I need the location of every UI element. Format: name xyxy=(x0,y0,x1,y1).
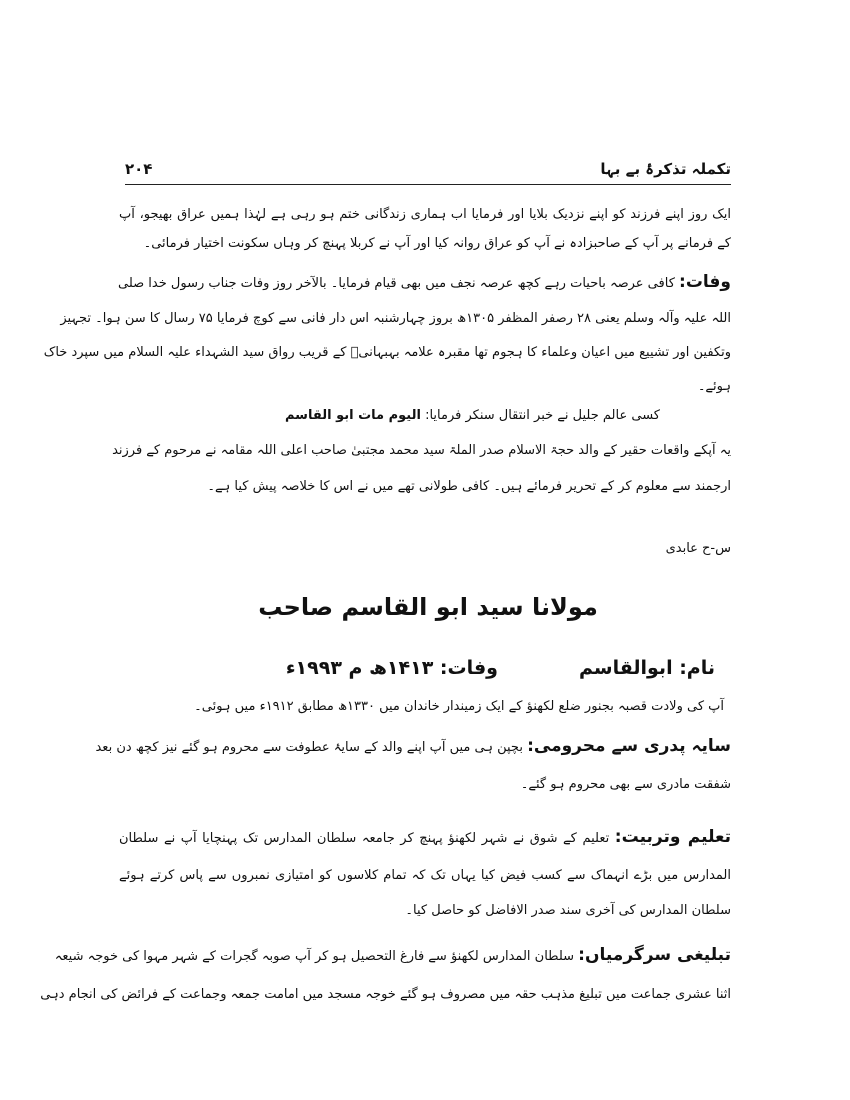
taleem-heading: تعلیم وتربیت: xyxy=(614,827,731,847)
wafat-line-2: اللہ علیہ وآلہ وسلم یعنی ۲۸ رصفر المظفر ۱۳۰۵ھ بروز چہارشنبہ اس دار فانی سے کوچ فرمایا ۷۵ رسال کا سن ہوا۔ تجہیز xyxy=(60,311,731,326)
saya-text-1: بچپن ہی میں آپ اپنے والد کے سایۂ عطوفت سے محروم ہو گئے نیز کچھ دن بعد xyxy=(95,740,523,755)
wafat-heading: وفات: xyxy=(679,272,731,292)
death-label: وفات: ۱۴۱۳ھ م ۱۹۹۳ء xyxy=(285,657,498,679)
intro-line-2: کے فرمانے پر آپ کے صاحبزادہ نے آپ کو عراق روانہ کیا اور آپ نے کربلا پہنچ کر وہاں سکونت اختیار فرمائی۔ xyxy=(143,236,731,251)
author-signature: س-ح عابدی xyxy=(665,541,731,556)
tabligh-text-1: سلطان المدارس لکھنؤ سے فارغ التحصیل ہو کر آپ صوبہ گجرات کے شہر مہوا کی خوجہ شیعہ xyxy=(54,949,575,964)
taleem-line-1 xyxy=(119,827,731,849)
wafat-line-4: ہوئے۔ xyxy=(697,379,731,394)
tabligh-line-1 xyxy=(54,945,731,967)
quote-prefix: کسی عالم جلیل نے خبر انتقال سنکر فرمایا: xyxy=(425,408,660,423)
tabligh-heading: تبلیغی سرگرمیاں: xyxy=(578,945,731,965)
wafat-line-3: وتکفین اور تشییع میں اعیان وعلماء کا ہجوم تھا مقبرہ علامہ بہبہانیؒ کے قریب رواق سید الشہداء علیہ السلام میں سپرد خاک xyxy=(43,345,731,360)
intro-line-1: ایک روز اپنے فرزند کو اپنے نزدیک بلایا اور فرمایا اب ہماری زندگانی ختم ہو رہی ہے لہٰذا ہمیں عراق بھیجو، آپ xyxy=(119,207,731,222)
quote-arabic: الیوم مات ابو القاسم xyxy=(284,408,421,423)
wafat-line-1 xyxy=(119,272,731,294)
taleem-text-1: تعلیم کے شوق نے شہر لکھنؤ پہنچ کر جامعہ سلطان المدارس تک پہنچایا آپ نے سلطان xyxy=(119,831,610,846)
birth-line: آپ کی ولادت قصبہ بجنور ضلع لکھنؤ کے ایک زمیندار خاندان میں ۱۳۳۰ھ مطابق ۱۹۱۲ء میں ہوئی۔ xyxy=(194,699,724,714)
wafat-text-1: کافی عرصہ باحیات رہے کچھ عرصہ نجف میں بھی قیام فرمایا۔ بالآخر روز وفات جناب رسول خدا صلی xyxy=(118,276,675,291)
page-header xyxy=(125,160,731,185)
source-line-1: یہ آپکے واقعات حقیر کے والد حجۃ الاسلام صدر الملۃ سید محمد مجتبیٰ صاحب اعلی اللہ مقامہ نے مرحوم کے فرزند xyxy=(112,443,731,458)
taleem-line-3: سلطان المدارس کی آخری سند صدر الافاضل کو حاصل کیا۔ xyxy=(405,903,731,918)
biography-title: مولانا سید ابو القاسم صاحب xyxy=(258,593,598,621)
page-number: ۲۰۴ xyxy=(125,160,153,178)
tabligh-line-2: اثنا عشری جماعت میں تبلیغ مذہب حقہ میں مصروف ہو گئے خوجہ مسجد میں امامت جمعہ وجماعت کے فرائض کی انجام دہی xyxy=(40,987,731,1002)
source-line-2: ارجمند سے معلوم کر کے تحریر فرمائے ہیں۔ کافی طولانی تھے میں نے اس کا خلاصہ پیش کیا ہے۔ xyxy=(207,479,731,494)
saya-line-2: شفقت مادری سے بھی محروم ہو گئے۔ xyxy=(520,777,731,792)
saya-heading: سایہ پدری سے محرومی: xyxy=(527,736,731,756)
quote-line xyxy=(119,406,660,426)
name-label: نام: ابوالقاسم xyxy=(578,657,715,679)
book-title: تکملہ تذکرۂ بے بہا xyxy=(600,160,731,178)
saya-line-1 xyxy=(95,736,731,758)
taleem-line-2: المدارس میں بڑے انہماک سے کسب فیض کیا یہاں تک کہ تمام کلاسوں کو امتیازی نمبروں سے پاس کرتے ہوئے xyxy=(119,868,731,883)
